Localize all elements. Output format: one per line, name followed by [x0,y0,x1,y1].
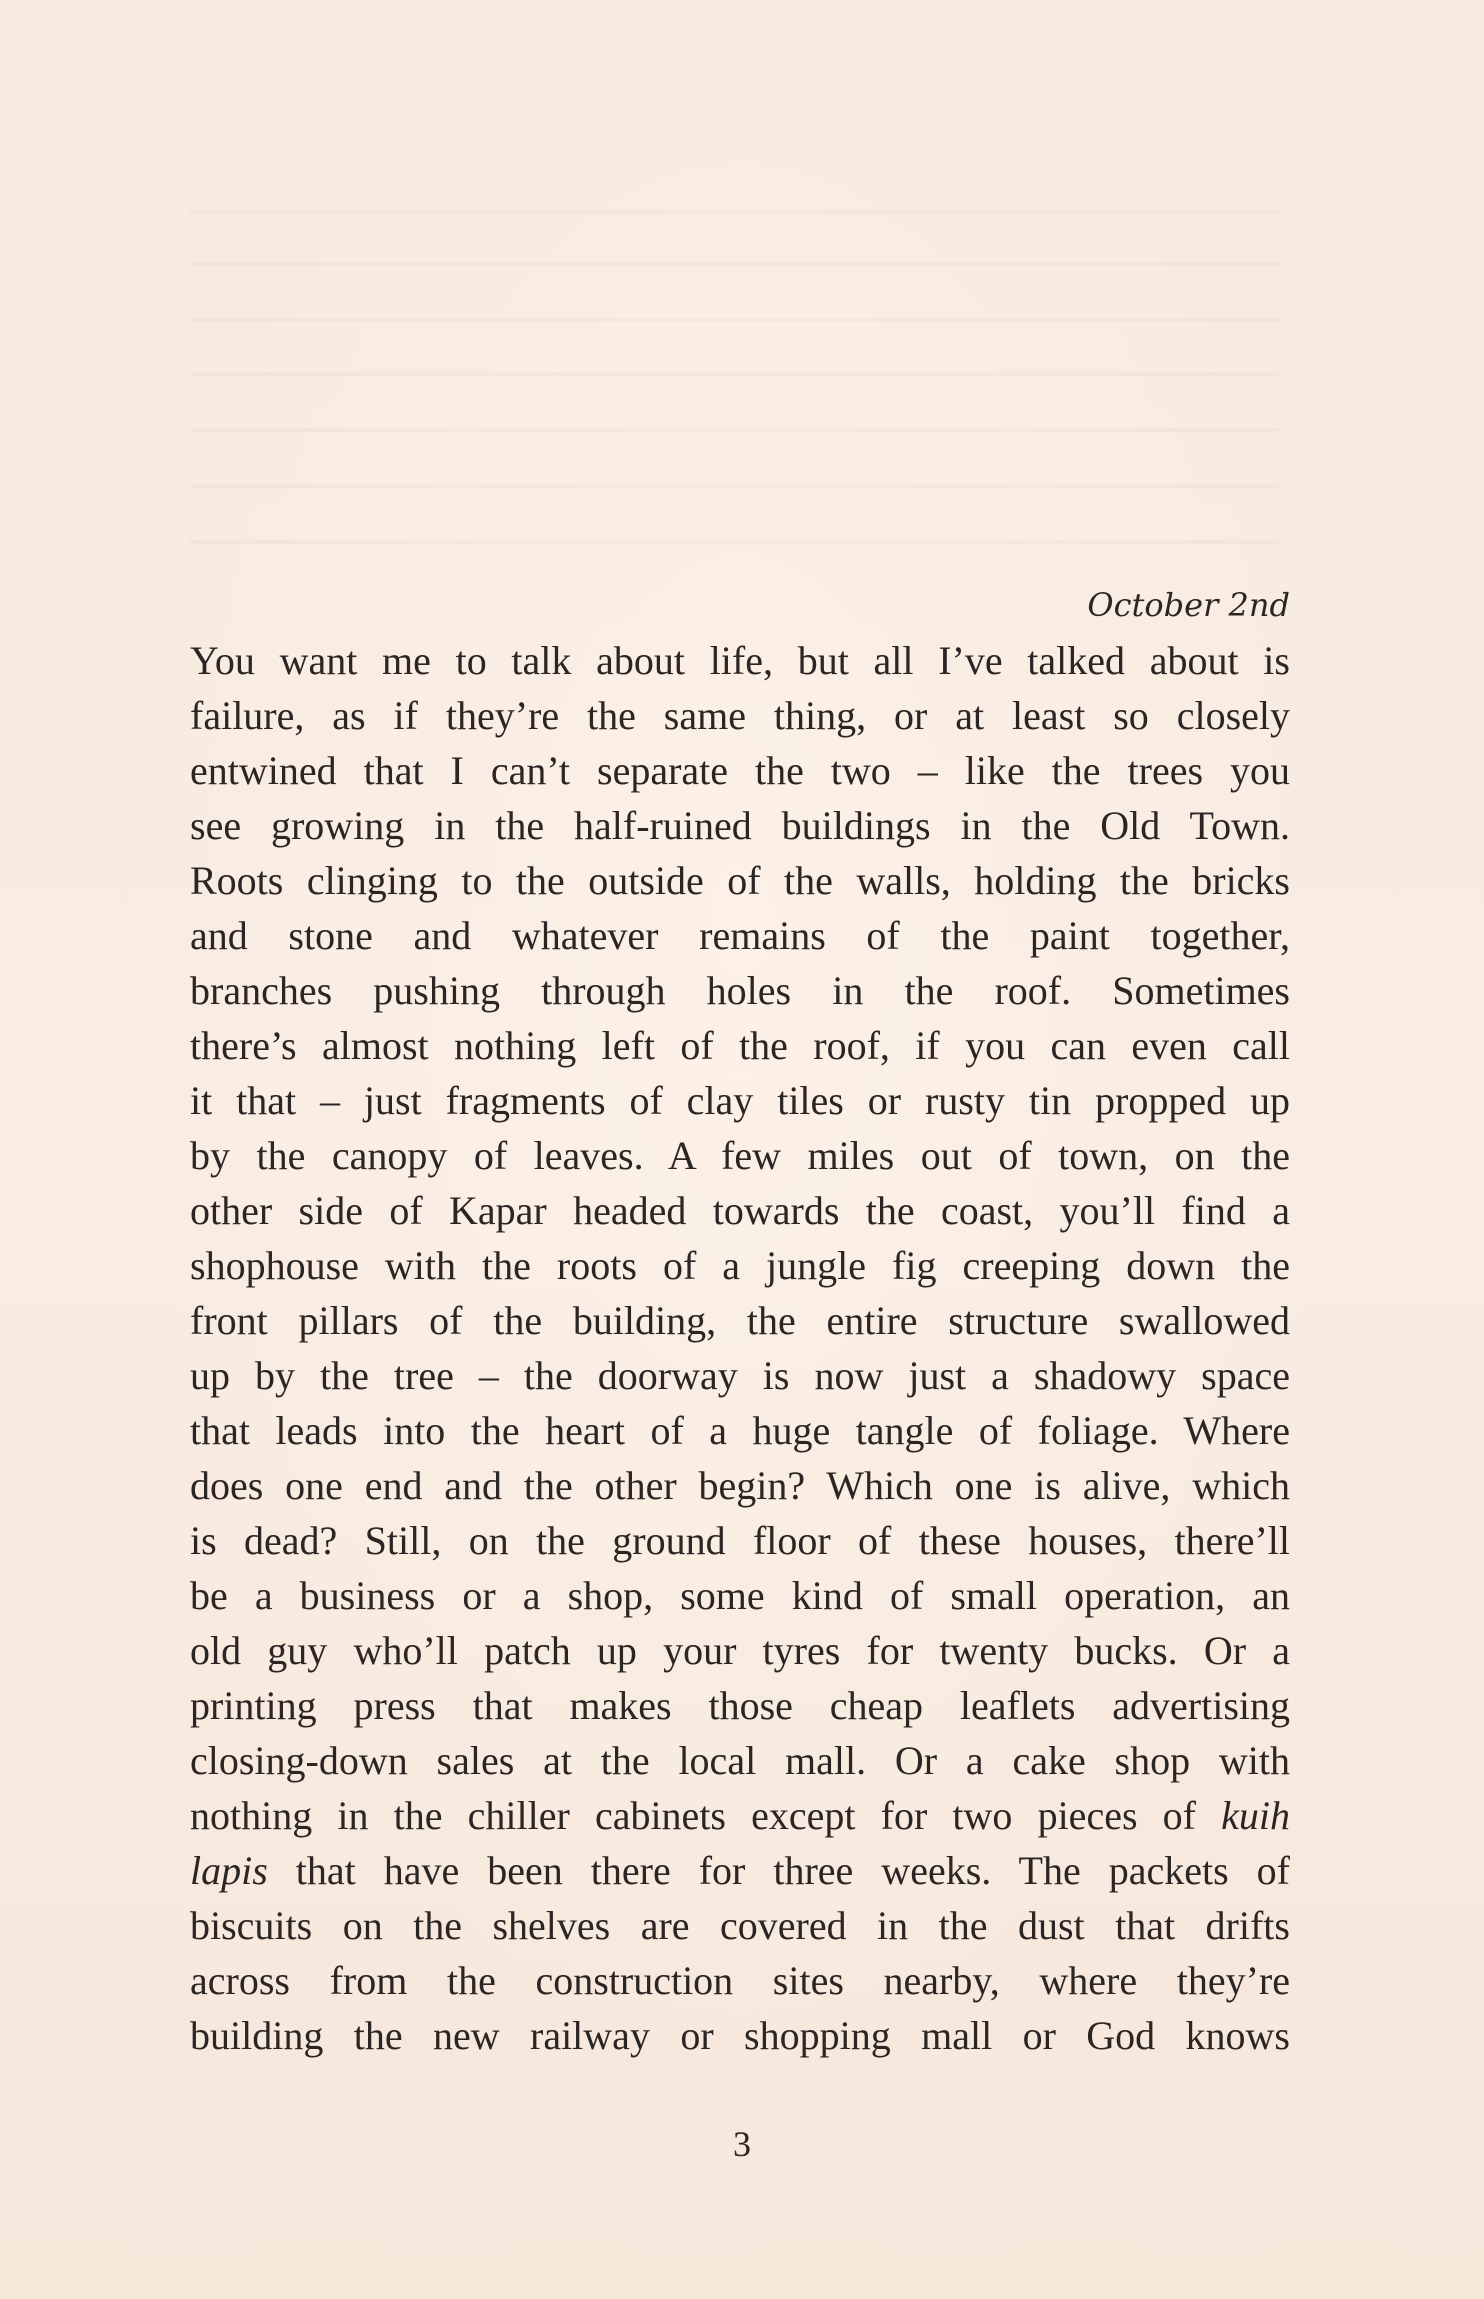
text-line: does one end and the other begin? Which one is alive, which [190,1463,1290,1508]
text-line: up by the tree – the doorway is now just a shadowy space [190,1353,1290,1398]
show-through-mark [190,372,1280,376]
text-line: other side of Kapar headed towards the coast, you’ll find a [190,1188,1290,1233]
text-line: there’s almost nothing left of the roof, if you can even call [190,1023,1290,1068]
text-line: is dead? Still, on the ground floor of these houses, there’ll [190,1518,1290,1563]
italic-term: lapis [190,1848,268,1893]
show-through-mark [190,210,1280,214]
date-heading: October 2nd [1087,586,1290,624]
text-line: printing press that makes those cheap leaflets advertising [190,1683,1290,1728]
show-through-mark [190,540,1280,544]
text-line: it that – just fragments of clay tiles or rusty tin propped up [190,1078,1290,1123]
text-line: be a business or a shop, some kind of small operation, an [190,1573,1290,1618]
text-line: shophouse with the roots of a jungle fig creeping down the [190,1243,1290,1288]
text-line: closing-down sales at the local mall. Or a cake shop with [190,1738,1290,1783]
show-through-mark [190,318,1280,322]
show-through-mark [190,484,1280,488]
text-line: and stone and whatever remains of the paint together, [190,913,1290,958]
text-line: failure, as if they’re the same thing, or at least so closely [190,693,1290,738]
text-line: that leads into the heart of a huge tangle of foliage. Where [190,1408,1290,1453]
text-line [190,1843,1290,1898]
text-line: old guy who’ll patch up your tyres for twenty bucks. Or a [190,1628,1290,1673]
text-line: biscuits on the shelves are covered in the dust that drifts [190,1903,1290,1948]
body-paragraph [190,633,1290,2063]
text-segment: nothing in the chiller cabinets except for two pieces of [190,1793,1222,1838]
text-line [190,1788,1290,1843]
text-line: see growing in the half-ruined buildings in the Old Town. [190,803,1290,848]
italic-term: kuih [1221,1793,1290,1838]
text-line: entwined that I can’t separate the two – like the trees you [190,748,1290,793]
text-line: Roots clinging to the outside of the walls, holding the bricks [190,858,1290,903]
text-line: across from the construction sites nearby, where they’re [190,1958,1290,2003]
page-number: 3 [733,2124,751,2164]
show-through-mark [190,262,1280,266]
text-line: You want me to talk about life, but all I’ve talked about is [190,638,1290,683]
text-line: branches pushing through holes in the roof. Sometimes [190,968,1290,1013]
text-line: by the canopy of leaves. A few miles out of town, on the [190,1133,1290,1178]
text-line: building the new railway or shopping mall or God knows [190,2013,1290,2058]
text-line: front pillars of the building, the entire structure swallowed [190,1298,1290,1343]
show-through-mark [190,428,1280,432]
text-segment: that have been there for three weeks. The packets of [267,1848,1290,1893]
